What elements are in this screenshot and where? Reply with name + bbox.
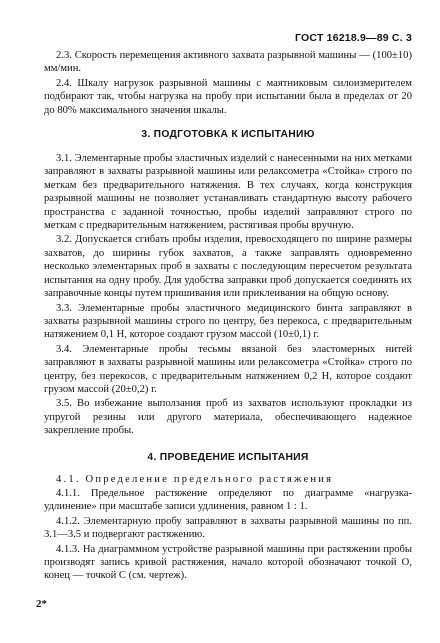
document-body <box>44 49 412 584</box>
clause-2-4: 2.4. Шкалу нагрузок разрывной машины с маятниковым силоизмерителем подбирают так, чтобы нагрузка на пробу при испытании была в пределах от 20 до 80% максимального значения шкалы. <box>44 77 412 116</box>
clause-2-3: 2.3. Скорость перемещения активного захвата разрывной машины — (100±10) мм/мин. <box>44 50 412 75</box>
clause-4-1-1: 4.1.1. Предельное растяжение определяют по диаграмме «нагрузка-удлинение» при масштабе записи удлинения, равном 1 : 1. <box>44 487 412 513</box>
clause-4-1-3: 4.1.3. На диаграммном устройстве разрывной машины при растяжении пробы производят запись кривой растяжения, начало которой обозначают точкой О, конец — точкой С (см. чертеж). <box>44 543 412 582</box>
clause-4-1-subtitle: 4.1. Определение предельного растяжения <box>56 473 334 485</box>
page-header: ГОСТ 16218.9—89 С. 3 <box>295 32 412 44</box>
clause-3-3: 3.3. Элементарные пробы эластичного медицинского бинта заправляют в захваты разрывной машины строго по центру, без перекоса, с предварительным натяжением 0,1 Н, которое создают грузом массой (10±0,1) г. <box>44 302 412 341</box>
clause-4-1-2: 4.1.2. Элементарную пробу заправляют в захваты разрывной машины по пп. 3.1—3.5 и подвергают растяжению. <box>44 515 412 541</box>
page-folio: 2* <box>36 598 47 610</box>
clause-3-1: 3.1. Элементарные пробы эластичных изделий с нанесенными на них метками заправляют в захваты разрывной машины или релаксометра «Стойка» строго по меткам без предварительного натяжения. В тех случаях, когда конструкция разрывной машины не позволяет устанавливать стандартную высоту рабочего пространства с заданной точностью, пробы изделий заправляют строго по меткам с предварительным натяжением, растягивая пробы вручную. <box>44 153 412 232</box>
clause-3-5: 3.5. Во избежание выползания проб из захватов используют прокладки из упругой резины или другого материала, обеспечивающего надежное закрепление пробы. <box>44 398 412 437</box>
section-3-heading: 3. ПОДГОТОВКА К ИСПЫТАНИЮ <box>141 129 315 141</box>
section-4-heading: 4. ПРОВЕДЕНИЕ ИСПЫТАНИЯ <box>147 451 309 463</box>
clause-3-2: 3.2. Допускается сгибать пробы изделия, превосходящего по ширине размеры захватов, до ширины губок захватов, а также заправлять одновременно несколько элементарных проб в захваты с последующим пересчетом результата испытания на одну пробу. Для удобства заправки проб допускается соединять их заправочные концы путем пришивания или приклеивания на общую основу. <box>44 234 412 300</box>
clause-3-4: 3.4. Элементарные пробы тесьмы вязаной без эластомерных нитей заправляют в захваты разрывной машины или релаксометра «Стойка» строго по центру, без перекосов, с предварительным натяжением 0,2 Н, которое создают грузом массой (20±0,2) г. <box>44 343 412 395</box>
